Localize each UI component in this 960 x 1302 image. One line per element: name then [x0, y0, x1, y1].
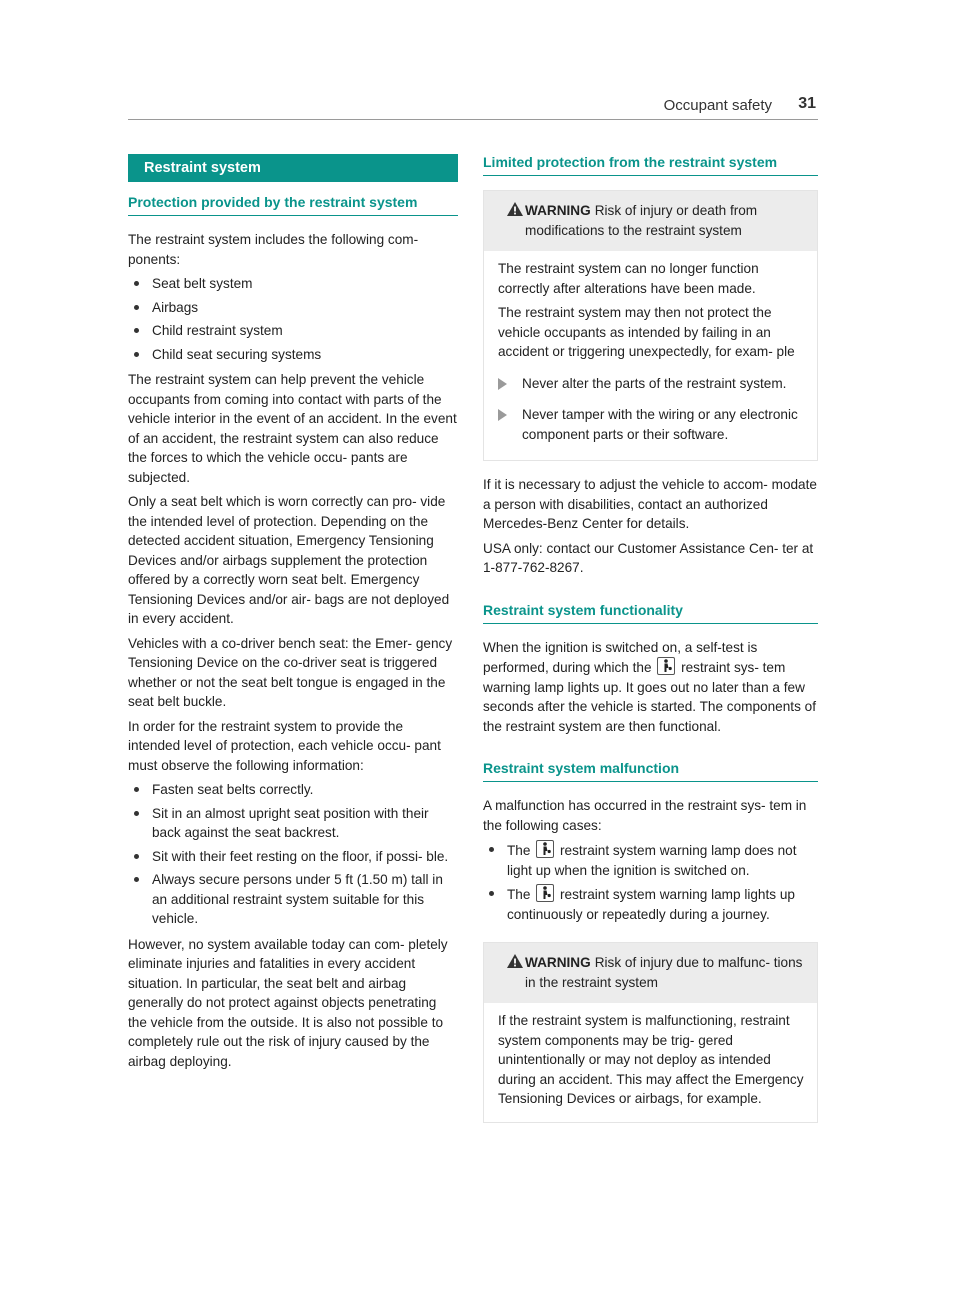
subhead-malfunction: Restraint system malfunction: [483, 760, 818, 782]
right-column: [483, 150, 818, 1137]
list-item: Child restraint system: [128, 321, 458, 341]
intro-paragraph: The restraint system includes the following com- ponents:: [128, 232, 419, 267]
warning-label: WARNING: [525, 203, 591, 218]
warning-header: [484, 191, 817, 251]
subhead-functionality: Restraint system functionality: [483, 602, 818, 624]
bullet-icon: [489, 891, 494, 896]
warning-text: The restraint system can no longer function correctly after alterations have been made.: [498, 261, 759, 296]
warning-triangle-icon: [506, 201, 524, 222]
left-column: [128, 150, 458, 1076]
warning-box-malfunction: [483, 942, 818, 1123]
subhead-protection: Protection provided by the restraint system: [128, 194, 458, 216]
paragraph-observe: In order for the restraint system to provide the intended level of protection, each vehicle occu- pant must observe the following information:: [128, 718, 441, 773]
list-item: Fasten seat belts correctly.: [128, 780, 458, 800]
list-item: Always secure persons under 5 ft (1.50 m) tall in an additional restraint system suitable for this vehicle.: [128, 870, 458, 929]
running-title: Occupant safety: [663, 97, 772, 114]
warning-body: [484, 251, 817, 460]
paragraph-bench-seat: Vehicles with a co-driver bench seat: the Emer- gency Tensioning Device on the co-driver seat is triggered whether or not the seat belt tongue is engaged in the seat belt buckle.: [128, 635, 453, 709]
warning-text: The restraint system may then not protect the vehicle occupants as intended by failing in an accident or triggering unexpectedly, for exam- ple: [498, 305, 795, 359]
action-item: Never alter the parts of the restraint system.: [498, 374, 805, 394]
list-item: Seat belt system: [128, 274, 458, 294]
warning-text: If the restraint system is malfunctioning, restraint system components may be trig- gered unintentionally or may not deploy as intended during an accident. This may affect the Emergency Tensioning Devices or airbags, for example.: [498, 1013, 804, 1106]
bullet-icon: [134, 854, 139, 859]
running-header: [128, 95, 818, 120]
bullet-icon: [134, 811, 139, 816]
components-list: [128, 274, 458, 364]
paragraph-disabilities: If it is necessary to adjust the vehicle to accom- modate a person with disabilities, contact an authorized Mercedes-Benz Center for details.: [483, 477, 817, 531]
section-title: Restraint system: [128, 154, 458, 182]
bullet-icon: [134, 328, 139, 333]
rules-list: [128, 780, 458, 929]
warning-box-modifications: [483, 190, 818, 461]
list-item: Airbags: [128, 298, 458, 318]
warning-header: [484, 943, 817, 1003]
malfunction-list: [483, 840, 818, 924]
page-number: 31: [798, 95, 816, 112]
bullet-icon: [134, 305, 139, 310]
action-item: Never tamper with the wiring or any electronic component parts or their software.: [498, 405, 805, 444]
paragraph-usa: USA only: contact our Customer Assistance Cen- ter at 1-877-762-8267.: [483, 540, 814, 575]
warning-title: WARNING Risk of injury due to malfunc- tions in the restraint system: [525, 955, 803, 990]
warning-title: WARNING Risk of injury or death from modifications to the restraint system: [525, 203, 758, 238]
paragraph-malfunction-intro: A malfunction has occurred in the restraint sys- tem in the following cases:: [483, 798, 807, 833]
action-arrow-icon: [498, 409, 507, 421]
warning-triangle-icon: [506, 953, 524, 974]
paragraph-functionality: When the ignition is switched on, a self-test is performed, during which the restraint sys- tem warning lamp lights up. It goes out no later than a few seconds after the vehicle is started. The components of the restraint system are then functional.: [483, 639, 816, 734]
list-item: The restraint system warning lamp lights up continuously or repeatedly during a journey.: [483, 884, 818, 924]
bullet-icon: [134, 352, 139, 357]
list-item: Child seat securing systems: [128, 345, 458, 365]
warning-body: [484, 1003, 817, 1122]
action-arrow-icon: [498, 378, 507, 390]
paragraph-seat-belt: Only a seat belt which is worn correctly can pro- vide the intended level of protection. Depending on the detected accident situation, Emergency Tensioning Devices and/or airbags supplement the protection offered by a correctly worn seat belt. Emergency Tensioning Devices and/or air- bags are not deployed in every accident.: [128, 494, 450, 626]
restraint-warning-lamp-icon: [536, 840, 554, 858]
subhead-limited-protection: Limited protection from the restraint system: [483, 154, 818, 176]
paragraph-however: However, no system available today can com- pletely eliminate injuries and fatalities in every accident situation. In particular, the seat belt and airbag generally do not protect against objects penetrating the vehicle from the outside. It is also not possible to completely rule out the risk of injury caused by the airbag deploying.: [128, 936, 448, 1069]
list-item: Sit in an almost upright seat position with their back against the seat backrest.: [128, 804, 458, 843]
paragraph-prevent-contact: The restraint system can help prevent the vehicle occupants from coming into contact with parts of the vehicle interior in the event of an accident. In the event of an accident, the restraint system can also reduce the forces to which the vehicle occu- pants are subjected.: [128, 372, 457, 485]
list-item: Sit with their feet resting on the floor, if possi- ble.: [128, 847, 458, 867]
list-item: The restraint system warning lamp does not light up when the ignition is switched on.: [483, 840, 818, 880]
warning-label: WARNING: [525, 955, 591, 970]
restraint-warning-lamp-icon: [657, 657, 675, 675]
bullet-icon: [134, 877, 139, 882]
bullet-icon: [134, 787, 139, 792]
bullet-icon: [134, 281, 139, 286]
restraint-warning-lamp-icon: [536, 884, 554, 902]
bullet-icon: [489, 847, 494, 852]
